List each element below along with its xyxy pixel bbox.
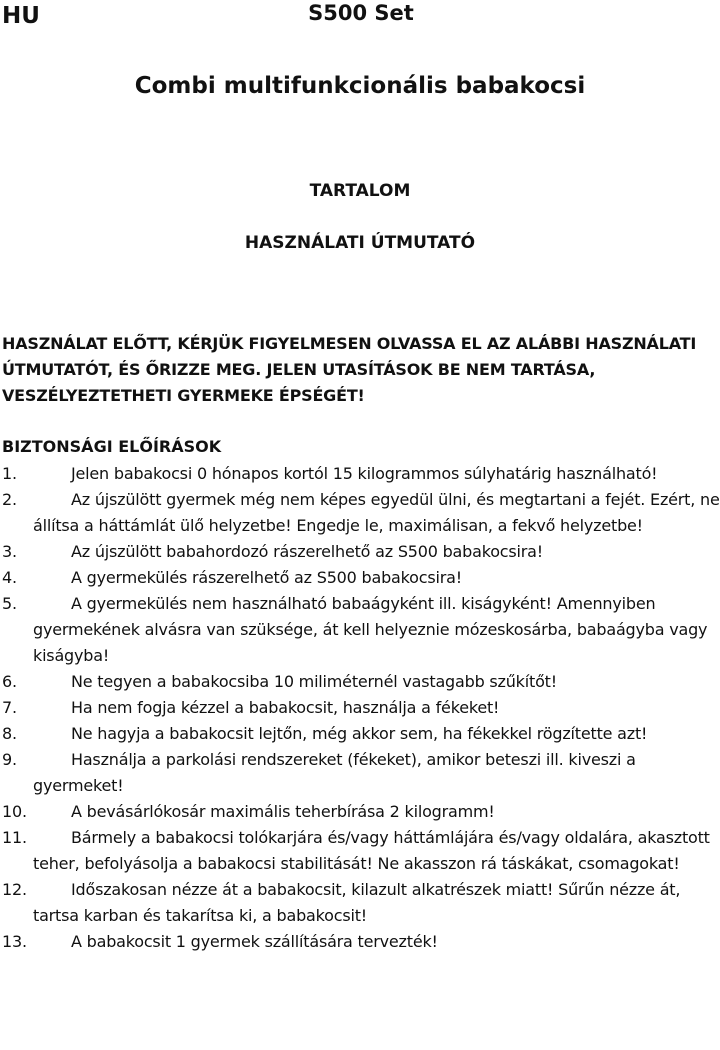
safety-rule: [0, 461, 720, 487]
safety-rule: [0, 929, 720, 955]
rule-number: 4.: [2, 568, 17, 587]
safety-rule: [0, 799, 720, 825]
rule-number: 13.: [2, 932, 27, 951]
safety-rule: [0, 539, 720, 565]
rule-text: Az újszülött babahordozó rászerelhető az S500 babakocsira!: [71, 542, 543, 561]
safety-rule: [0, 487, 720, 539]
safety-rule: [0, 669, 720, 695]
rule-text: Bármely a babakocsi tolókarjára és/vagy háttámlájára és/vagy oldalára, akasztott teher, befolyásolja a babakocsi stabilitását! Ne akasszon rá táskákat, csomagokat!: [33, 828, 710, 873]
safety-rule: [0, 877, 720, 929]
safety-rule: [0, 721, 720, 747]
contents-heading: TARTALOM: [309, 181, 411, 201]
rule-text: Ne hagyja a babakocsit lejtőn, még akkor sem, ha fékekkel rögzítette azt!: [71, 724, 648, 743]
rule-number: 10.: [2, 802, 27, 821]
language-code: HU: [2, 3, 40, 29]
rule-text: A gyermekülés nem használható babaágyként ill. kiságyként! Amennyiben gyermekének alvásra van szüksége, át kell helyeznie mózeskosárba, babaágyba vagy kiságyba!: [33, 594, 708, 665]
safety-rule: [0, 747, 720, 799]
rule-text: Ne tegyen a babakocsiba 10 miliméternél vastagabb szűkítőt!: [71, 672, 557, 691]
rule-number: 5.: [2, 594, 17, 613]
safety-rule: [0, 825, 720, 877]
rule-number: 8.: [2, 724, 17, 743]
rule-number: 7.: [2, 698, 17, 717]
safety-rules-list: [0, 461, 720, 955]
rule-number: 9.: [2, 750, 17, 769]
rule-text: A bevásárlókosár maximális teherbírása 2 kilogramm!: [71, 802, 495, 821]
rule-number: 3.: [2, 542, 17, 561]
rule-number: 11.: [2, 828, 27, 847]
safety-rule: [0, 695, 720, 721]
safety-section-title: BIZTONSÁGI ELŐÍRÁSOK: [2, 437, 222, 456]
rule-text: Jelen babakocsi 0 hónapos kortól 15 kilogrammos súlyhatárig használható!: [71, 464, 658, 483]
rule-text: Használja a parkolási rendszereket (fékeket), amikor beteszi ill. kiveszi a gyermeket!: [33, 750, 636, 795]
rule-text: A gyermekülés rászerelhető az S500 babakocsira!: [71, 568, 462, 587]
rule-text: Az újszülött gyermek még nem képes egyedül ülni, és megtartani a fejét. Ezért, ne állítsa a háttámlát ülő helyzetbe! Engedje le, maximálisan, a fekvő helyzetbe!: [33, 490, 720, 535]
safety-rule: [0, 591, 720, 669]
rule-text: Időszakosan nézze át a babakocsit, kilazult alkatrészek miatt! Sűrűn nézze át, tartsa karban és takarítsa ki, a babakocsit!: [33, 880, 681, 925]
rule-text: A babakocsit 1 gyermek szállítására tervezték!: [71, 932, 438, 951]
rule-number: 12.: [2, 880, 27, 899]
rule-text: Ha nem fogja kézzel a babakocsit, használja a fékeket!: [71, 698, 500, 717]
manual-heading: HASZNÁLATI ÚTMUTATÓ: [244, 233, 476, 253]
warning-notice: HASZNÁLAT ELŐTT, KÉRJÜK FIGYELMESEN OLVASSA EL AZ ALÁBBI HASZNÁLATI ÚTMUTATÓT, ÉS ŐRIZZE MEG. JELEN UTASÍTÁSOK BE NEM TARTÁSA, VESZÉLYEZTETHETI GYERMEKE ÉPSÉGÉT!: [2, 334, 697, 405]
safety-rule: [0, 565, 720, 591]
rule-number: 2.: [2, 490, 17, 509]
product-title: Combi multifunkcionális babakocsi: [134, 73, 586, 99]
model-name: S500 Set: [308, 1, 414, 25]
rule-number: 6.: [2, 672, 17, 691]
rule-number: 1.: [2, 464, 17, 483]
